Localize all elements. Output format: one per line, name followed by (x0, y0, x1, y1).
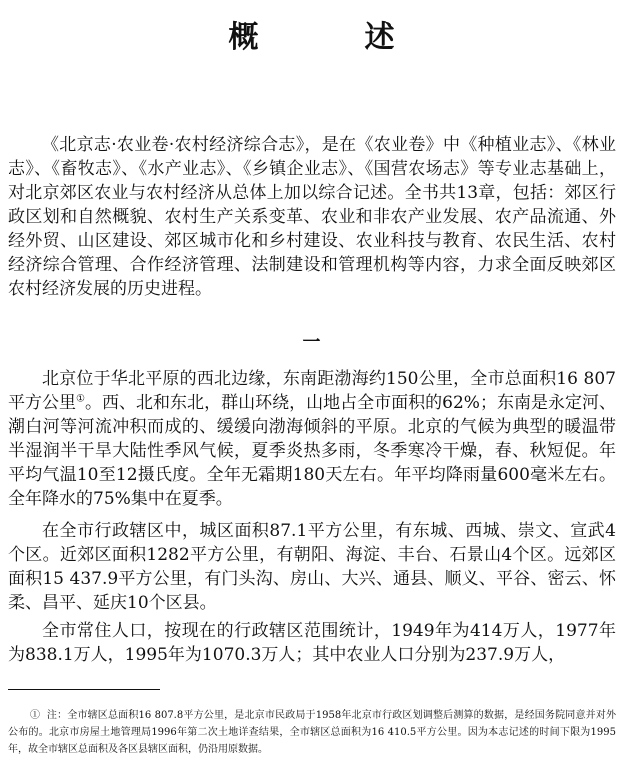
footnote (8, 707, 616, 758)
page-title: 概 述 (228, 20, 433, 55)
population-paragraph: 全市常住人口，按现在的行政辖区范围统计，1949年为414万人，1977年为838.1万人，1995年为1070.3万人；其中农业人口分别为237.9万人， (8, 621, 616, 665)
section-divider: 一 (302, 332, 321, 353)
geography-text-start: 北京位于华北平原的西北边缘，东南距渤海约150公里，全市总面积16 807平方公里 (8, 369, 616, 413)
footnote-text: 注：全市辖区总面积16 807.8平方公里，是北京市民政局于1958年北京市行政区划调整后测算的数据，是经国务院同意并对外公布的。北京市房屋土地管理局1996年第二次土地详查结果，全市辖区总面积为16 410.5平方公里。因为本志记述的时间下限为1995年，故全市辖区总面积及各区县辖区面积，仍沿用原数据。 (8, 710, 617, 755)
intro-paragraph: 《北京志·农业卷·农村经济综合志》，是在《农业卷》中《种植业志》、《林业志》、《畜牧志》、《水产业志》、《乡镇企业志》、《国营农场志》等专业志基础上，对北京郊区农业与农村经济从总体上加以综合记述。全书共13章，包括：郊区行政区划和自然概貌、农村生产关系变革、农业和非农产业发展、农产品流通、外经外贸、山区建设、郊区城市化和乡村建设、农业科技与教育、农民生活、农村经济综合管理、合作经济管理、法制建设和管理机构等内容，力求全面反映郊区农村经济发展的历史进程。 (8, 135, 616, 299)
footnote-reference[interactable]: ① (76, 393, 86, 405)
districts-paragraph: 在全市行政辖区中，城区面积87.1平方公里，有东城、西城、崇文、宣武4个区。近郊区面积1282平方公里，有朝阳、海淀、丰台、石景山4个区。远郊区面积15 437.9平方公里，有门头沟、房山、大兴、通县、顺义、平谷、密云、怀柔、昌平、延庆10个区县。 (8, 521, 616, 613)
geography-text-end: 。西、北和东北，群山环绕，山地占全市面积的62%；东南是永定河、潮白河等河流冲积而成的、缓缓向渤海倾斜的平原。北京的气候为典型的暖温带半湿润半干旱大陆性季风气候，夏季炎热多雨，冬季寒冷干燥，春、秋短促。年平均气温10至12摄氏度。全年无霜期180天左右。年平均降雨量600毫米左右。全年降水的75%集中在夏季。 (8, 393, 616, 509)
footnote-rule (8, 689, 160, 690)
footnote-mark: ① (30, 710, 41, 721)
geography-paragraph (8, 367, 616, 511)
